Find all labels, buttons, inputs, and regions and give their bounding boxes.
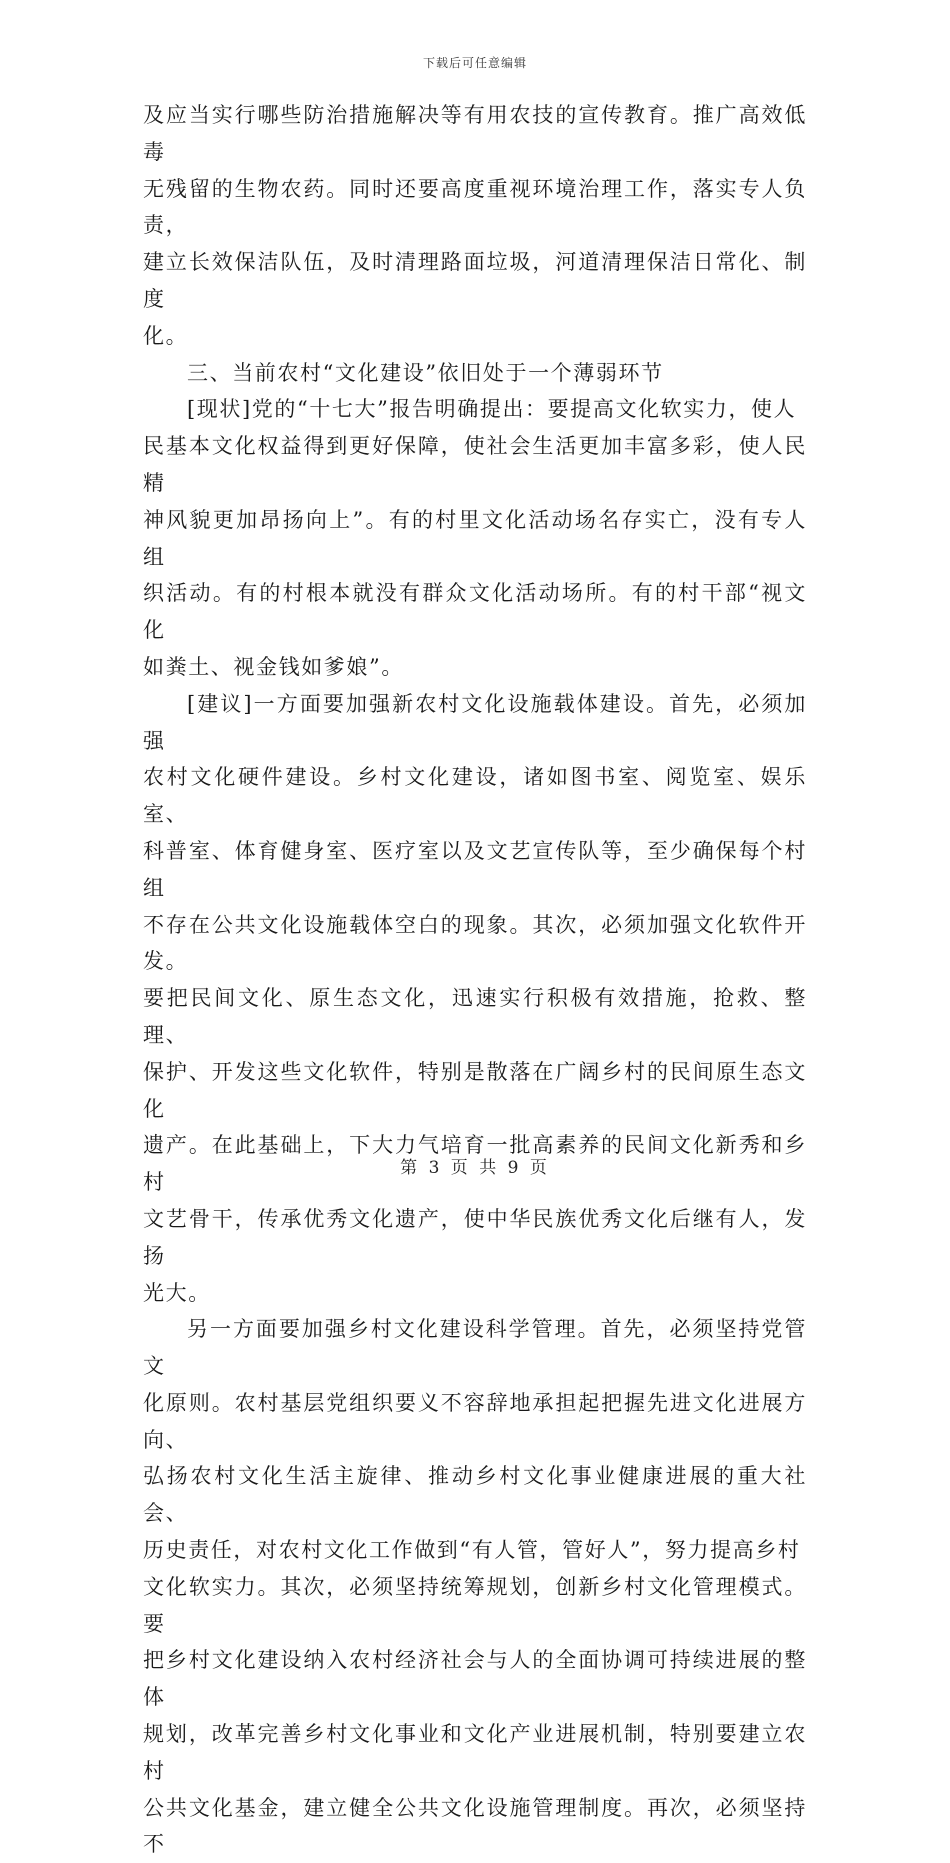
text-line: 光大。 — [143, 1280, 211, 1305]
text-line: 无残留的生物农药。同时还要高度重视环境治理工作，落实专人负责， — [143, 176, 807, 238]
text-line: 把乡村文化建设纳入农村经济社会与人的全面协调可持续进展的整体 — [143, 1648, 807, 1710]
text-line: 要把民间文化、原生态文化，迅速实行积极有效措施，抢救、整理、 — [143, 986, 807, 1047]
text-line: 文艺骨干，传承优秀文化遗产，使中华民族优秀文化后继有人，发扬 — [143, 1206, 807, 1268]
section-heading — [143, 355, 807, 392]
text-line: 及应当实行哪些防治措施解决等有用农技的宣传教育。推广高效低毒 — [143, 103, 807, 164]
text-line: 化原则。农村基层党组织要义不容辞地承担起把握先进文化进展方向、 — [143, 1390, 807, 1452]
text-line: 文化软实力。其次，必须坚持统筹规划，创新乡村文化管理模式。要 — [143, 1574, 807, 1636]
text-line: 另一方面要加强乡村文化建设科学管理。首先，必须坚持党管文 — [143, 1317, 807, 1379]
text-line: 弘扬农村文化生活主旋律、推动乡村文化事业健康进展的重大社会、 — [143, 1464, 807, 1526]
text-line: 历史责任，对农村文化工作做到“有人管，管好人”，努力提高乡村 — [143, 1538, 801, 1563]
text-line: 公共文化基金，建立健全公共文化设施管理制度。再次，必须坚持不 — [143, 1795, 807, 1857]
text-line: 如粪土、视金钱如爹娘”。 — [143, 654, 404, 679]
text-line: 民基本文化权益得到更好保障，使社会生活更加丰富多彩，使人民精 — [143, 434, 807, 495]
text-line: 神风貌更加昂扬向上”。有的村里文化活动场名存实亡，没有专人组 — [143, 507, 807, 569]
paragraph-management — [143, 1311, 807, 1863]
paragraph-suggestion — [143, 686, 807, 1312]
text-line: 织活动。有的村根本就没有群众文化活动场所。有的村干部“视文化 — [143, 581, 807, 643]
page-header: 下载后可任意编辑 — [422, 56, 527, 70]
document-body — [143, 97, 807, 1863]
text-line: 三、当前农村“文化建设”依旧处于一个薄弱环节 — [187, 360, 664, 385]
text-line: 不存在公共文化设施载体空白的现象。其次，必须加强文化软件开发。 — [143, 912, 807, 974]
text-line: [现状]党的“十七大”报告明确提出：要提高文化软实力，使人 — [187, 397, 797, 422]
paragraph-status — [143, 391, 807, 685]
text-line: 遗产。在此基础上，下大力气培育一批高素养的民间文化新秀和乡村 — [143, 1133, 807, 1195]
text-line: [建议]一方面要加强新农村文化设施载体建设。首先，必须加强 — [143, 691, 807, 753]
text-line: 农村文化硬件建设。乡村文化建设，诸如图书室、阅览室、娱乐室、 — [143, 765, 807, 827]
text-line: 化。 — [143, 323, 189, 348]
page-number: 第 3 页 共 9 页 — [400, 1158, 550, 1178]
text-line: 建立长效保洁队伍，及时清理路面垃圾，河道清理保洁日常化、制度 — [143, 250, 807, 311]
paragraph-continuation — [143, 97, 807, 355]
text-line: 规划，改革完善乡村文化事业和文化产业进展机制，特别要建立农村 — [143, 1722, 807, 1783]
text-line: 科普室、体育健身室、医疗室以及文艺宣传队等，至少确保每个村组 — [143, 838, 807, 900]
text-line: 保护、开发这些文化软件，特别是散落在广阔乡村的民间原生态文化 — [143, 1059, 807, 1121]
